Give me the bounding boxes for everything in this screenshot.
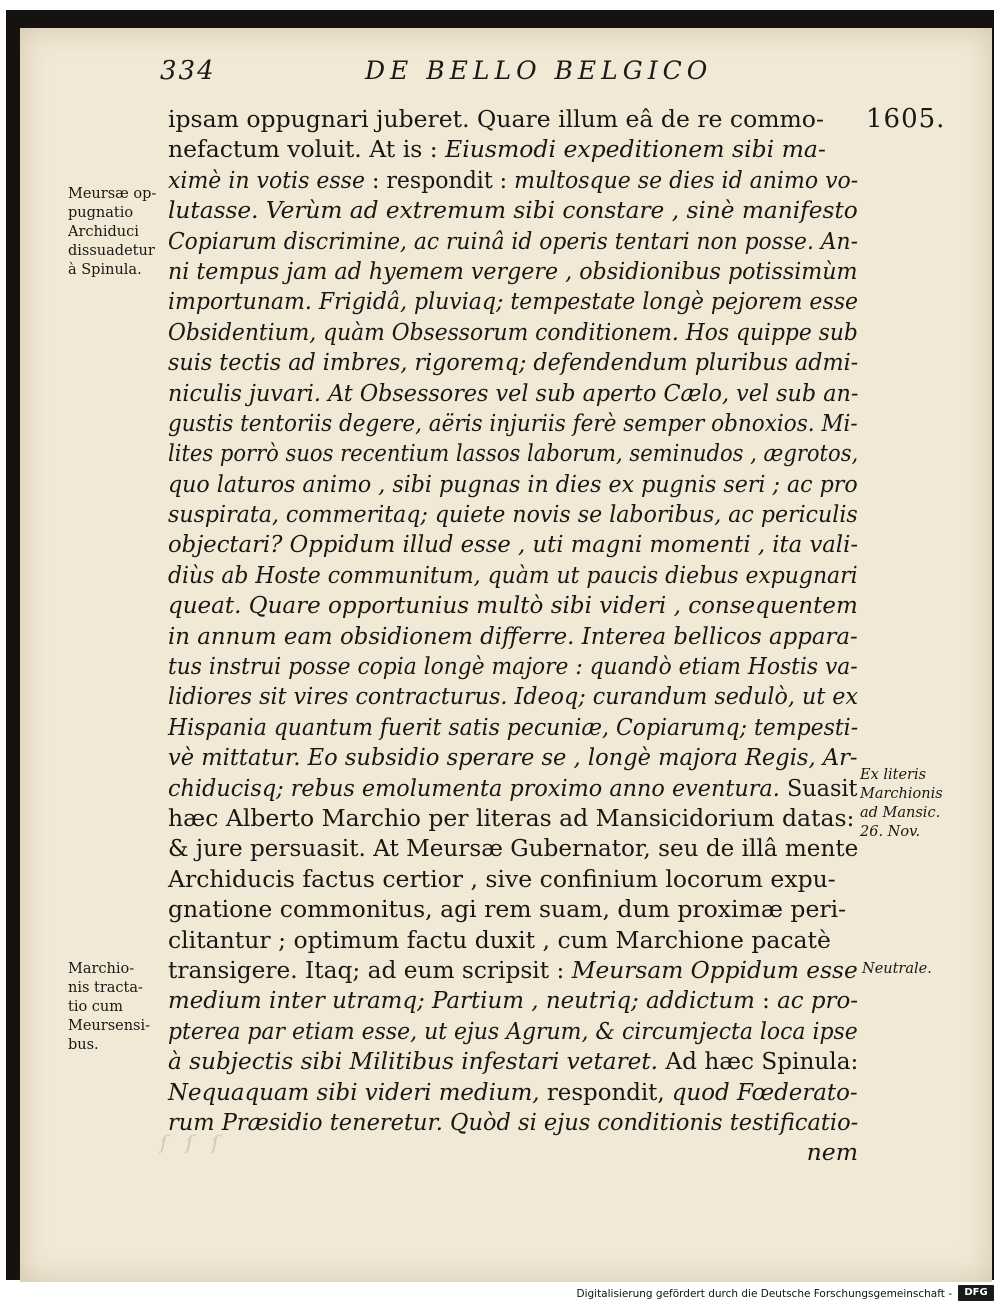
marginal-line: Marchio-: [68, 961, 135, 977]
marginal-line: Meursæ op-: [68, 186, 157, 202]
marginal-line: Ex literis: [860, 767, 927, 783]
text-line: [168, 742, 858, 772]
text-line: [168, 955, 858, 985]
marginal-line: Meursensi-: [68, 1018, 151, 1034]
text-line: [168, 803, 858, 833]
text-segment: ni tempus jam ad hyemem vergere , obsidionibus potissimùm: [168, 256, 858, 285]
text-line: [168, 925, 858, 955]
marginal-line: Marchionis: [860, 786, 943, 802]
text-line: [168, 469, 858, 499]
text-segment: Copiarum discrimine, ac ruinâ id operis tentari non posse. An-: [168, 226, 858, 255]
text-segment: lutasse. Verùm ad extremum sibi constare , sinè manifesto: [168, 196, 858, 225]
marginal-note-left-1: [68, 185, 156, 280]
text-segment: clitantur ; optimum factu duxit , cum Marchione pacatè: [168, 925, 831, 954]
text-line: [168, 226, 858, 256]
text-segment: & jure persuasit. At Meursæ Gubernator, seu de illâ mente: [168, 834, 859, 863]
text-line: [168, 864, 858, 894]
text-segment: rum Præsidio teneretur. Quòd si ejus conditionis testificatio-: [168, 1107, 859, 1136]
text-segment: : respondit :: [364, 165, 515, 194]
page-number: 334: [160, 56, 216, 86]
text-line: [168, 1016, 858, 1046]
text-segment: quo laturos animo , sibi pugnas in dies ex pugnis seri ; ac pro: [168, 469, 858, 498]
text-line: [168, 529, 859, 559]
text-line: [168, 681, 858, 711]
year-marginal: 1605.: [866, 104, 946, 134]
text-line: [168, 651, 858, 681]
marginal-line: bus.: [68, 1037, 99, 1053]
text-segment: Suasit: [786, 773, 858, 802]
text-segment: suis tectis ad imbres, rigoremq; defendendum pluribus admi-: [168, 348, 859, 377]
text-line: [168, 560, 858, 590]
text-segment: importunam. Frigidâ, pluviaq; tempestate longè pejorem esse: [168, 287, 859, 316]
text-segment: pterea par etiam esse, ut ejus Agrum, & circumjecta loca ipse: [168, 1016, 858, 1045]
text-segment: gnatione commonitus, agi rem suam, dum proximæ peri-: [168, 895, 847, 924]
page-header: [160, 56, 960, 96]
digitization-credit: Digitalisierung gefördert durch die Deutsche Forschungsgemeinschaft -: [576, 1288, 952, 1300]
text-segment: suspirata, commeritaq; quiete novis se laboribus, ac periculis: [168, 500, 858, 529]
marginal-line: nis tracta-: [68, 980, 143, 996]
text-segment: ac pro-: [777, 986, 858, 1015]
text-segment: multosque se dies id animo vo-: [514, 165, 859, 194]
text-segment: Eiusmodi expeditionem sibi ma-: [445, 135, 826, 164]
text-segment: transigere. Itaq; ad eum scripsit :: [168, 955, 572, 984]
text-segment: chiducisq; rebus emolumenta proximo anno eventura.: [168, 773, 787, 802]
text-line: [168, 773, 858, 803]
main-text-block: [168, 104, 858, 1168]
running-title: DE BELLO BELGICO: [365, 56, 713, 85]
text-line: [168, 317, 858, 347]
text-segment: ipsam oppugnari juberet. Quare illum eâ de re commo-: [168, 105, 824, 133]
text-segment: lidiores sit vires contracturus. Ideoq; curandum sedulò, ut ex: [168, 682, 858, 711]
marginal-line: tio cum: [68, 999, 124, 1015]
text-line: [168, 438, 859, 468]
text-segment: niculis juvari. At Obsessores vel sub aperto Cælo, vel sub an-: [168, 378, 859, 407]
text-segment: Nequaquam sibi videri medium,: [168, 1077, 540, 1106]
marginal-line: ad Mansic.: [860, 805, 941, 821]
text-segment: medium inter utramq; Partium , neutriq; addictum: [168, 986, 755, 1015]
text-segment: ximè in votis esse: [168, 165, 365, 194]
text-line: [168, 712, 859, 742]
text-line: [168, 408, 858, 438]
text-segment: Archiducis factus certior , sive confinium locorum expu-: [168, 864, 836, 893]
text-line: [168, 1046, 859, 1076]
marginal-note-left-2: [68, 960, 150, 1055]
marginal-line: pugnatio: [68, 205, 134, 221]
text-segment: quod Fœderato-: [671, 1077, 858, 1106]
text-segment: objectari? Oppidum illud esse , uti magni momenti , ita vali-: [168, 530, 859, 559]
marginal-note-right-1: [860, 766, 943, 842]
marginal-line: Archiduci: [68, 224, 139, 240]
text-segment: nefactum voluit. At is :: [168, 135, 446, 164]
text-segment: Ad hæc Spinula:: [658, 1047, 859, 1076]
text-line: [168, 104, 858, 134]
text-segment: Meursam Oppidum esse: [571, 955, 858, 984]
marginal-line: à Spinula.: [68, 262, 142, 278]
dfg-logo: DFG: [958, 1285, 994, 1301]
text-segment: Obsidentium, quàm Obsessorum conditionem. Hos quippe sub: [168, 317, 858, 346]
marginal-line: Neutrale.: [862, 961, 932, 977]
text-segment: respondit,: [539, 1077, 672, 1106]
text-line: [168, 894, 858, 924]
text-segment: in annum eam obsidionem differre. Interea bellicos appara-: [168, 621, 858, 650]
text-line: [168, 590, 858, 620]
text-segment: :: [754, 986, 778, 1015]
text-segment: lites porrò suos recentium lassos laborum, seminudos , ægrotos,: [168, 439, 859, 468]
text-line: [168, 286, 859, 316]
text-segment: Hispania quantum fuerit satis pecuniæ, Copiarumq; tempesti-: [168, 712, 859, 741]
text-line: [168, 256, 858, 286]
text-line: [168, 378, 859, 408]
text-segment: à subjectis sibi Militibus infestari vetaret.: [168, 1047, 659, 1076]
text-segment: tus instrui posse copia longè majore : quandò etiam Hostis va-: [168, 652, 858, 681]
text-segment: hæc Alberto Marchio per literas ad Mansicidorium datas:: [168, 803, 855, 832]
text-line: [168, 833, 859, 863]
text-segment: gustis tentoriis degere, aëris injuriis ferè semper obnoxios. Mi-: [168, 408, 858, 437]
text-line: [168, 195, 858, 225]
text-line: [168, 134, 858, 164]
text-segment: diùs ab Hoste communitum, quàm ut paucis diebus expugnari: [168, 560, 858, 589]
text-segment: queat. Quare opportunius multò sibi videri , consequentem: [168, 591, 858, 620]
marginal-note-right-2: [862, 960, 932, 979]
text-line: [168, 499, 858, 529]
show-through-smudge: ſ ſ ſ: [160, 1130, 225, 1154]
marginal-line: 26. Nov.: [860, 824, 921, 840]
text-line: [168, 1077, 858, 1107]
text-line: [168, 347, 859, 377]
text-segment: vè mittatur. Eo subsidio sperare se , longè majora Regis, Ar-: [168, 743, 858, 772]
catchword: nem: [806, 1138, 858, 1167]
marginal-line: dissuadetur: [68, 243, 155, 259]
text-line: [168, 621, 858, 651]
text-line: [168, 165, 859, 195]
text-line: [168, 985, 858, 1015]
